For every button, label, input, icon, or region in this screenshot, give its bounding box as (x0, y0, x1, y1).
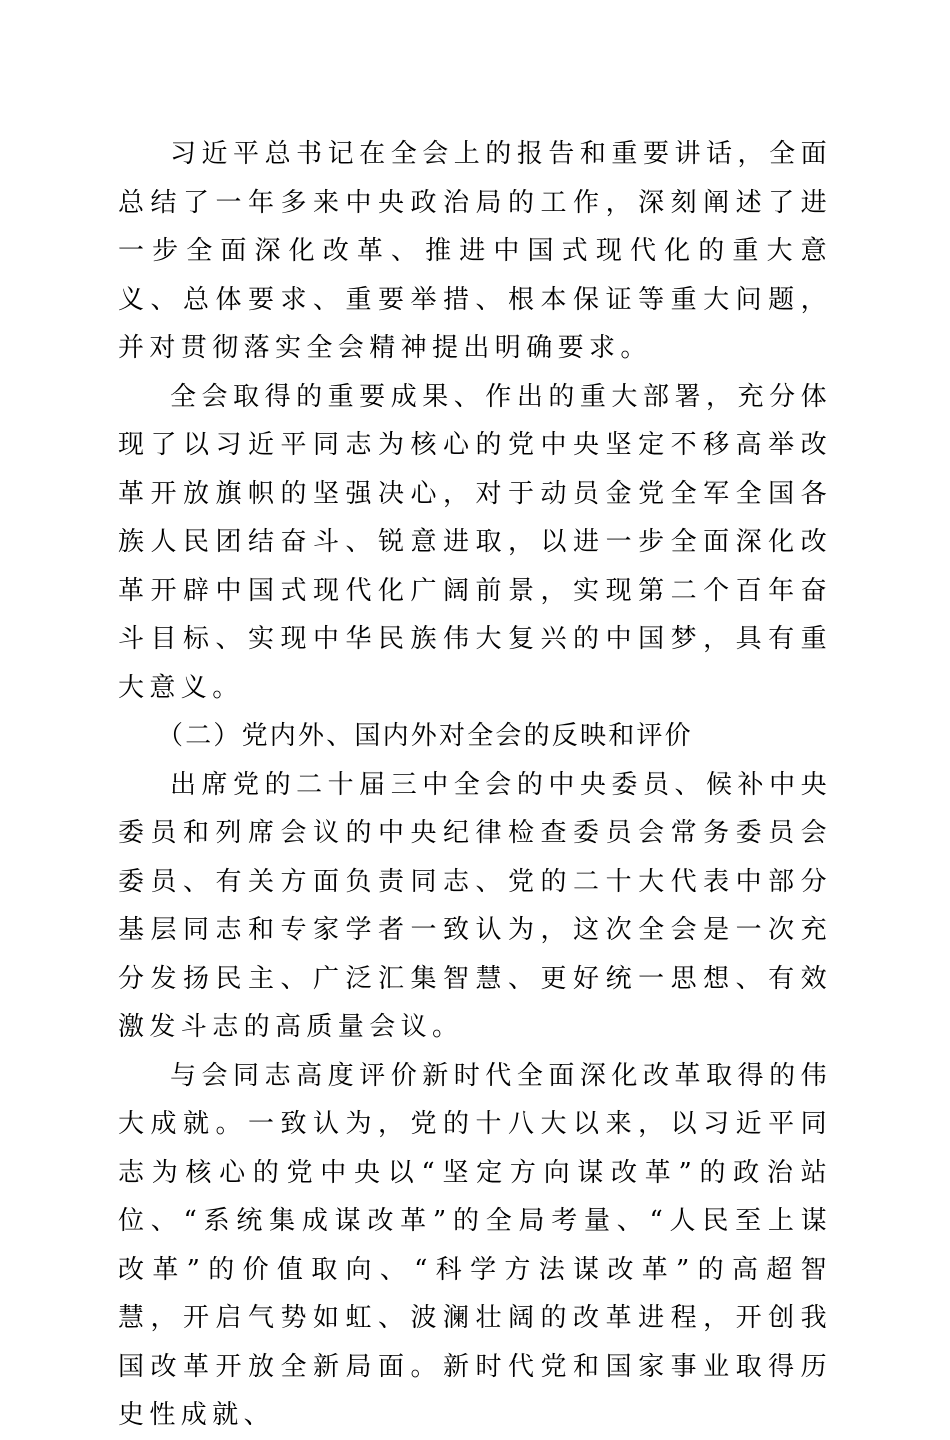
paragraph-summary: 习近平总书记在全会上的报告和重要讲话，全面总结了一年多来中央政治局的工作，深刻阐述了进一步全面深化改革、推进中国式现代化的重大意义、总体要求、重要举措、根本保证等重大问题，并对贯彻落实全会精神提出明确要求。 (118, 139, 832, 363)
section-heading: （二）党内外、国内外对全会的反映和评价 (157, 721, 693, 751)
document-body (118, 130, 832, 1440)
paragraph-reform-achievements: 与会同志高度评价新时代全面深化改革取得的伟大成就。一致认为，党的十八大以来，以习近平同志为核心的党中央以“坚定方向谋改革”的政治站位、“系统集成谋改革”的全局考量、“人民至上谋改革”的价值取向、“科学方法谋改革”的高超智慧，开启气势如虹、波澜壮阔的改革进程，开创我国改革开放全新局面。新时代党和国家事业取得历史性成就、 (118, 1060, 832, 1430)
paragraph-attendees-view: 出席党的二十届三中全会的中央委员、候补中央委员和列席会议的中央纪律检查委员会常务委员会委员、有关方面负责同志、党的二十大代表中部分基层同志和专家学者一致认为，这次全会是一次充分发扬民主、广泛汇集智慧、更好统一思想、有效激发斗志的高质量会议。 (118, 769, 832, 1042)
paragraph-significance: 全会取得的重要成果、作出的重大部署，充分体现了以习近平同志为核心的党中央坚定不移高举改革开放旗帜的坚强决心，对于动员金党全军全国各族人民团结奋斗、锐意进取，以进一步全面深化改革开辟中国式现代化广阔前景，实现第二个百年奋斗目标、实现中华民族伟大复兴的中国梦，具有重大意义。 (118, 381, 832, 703)
